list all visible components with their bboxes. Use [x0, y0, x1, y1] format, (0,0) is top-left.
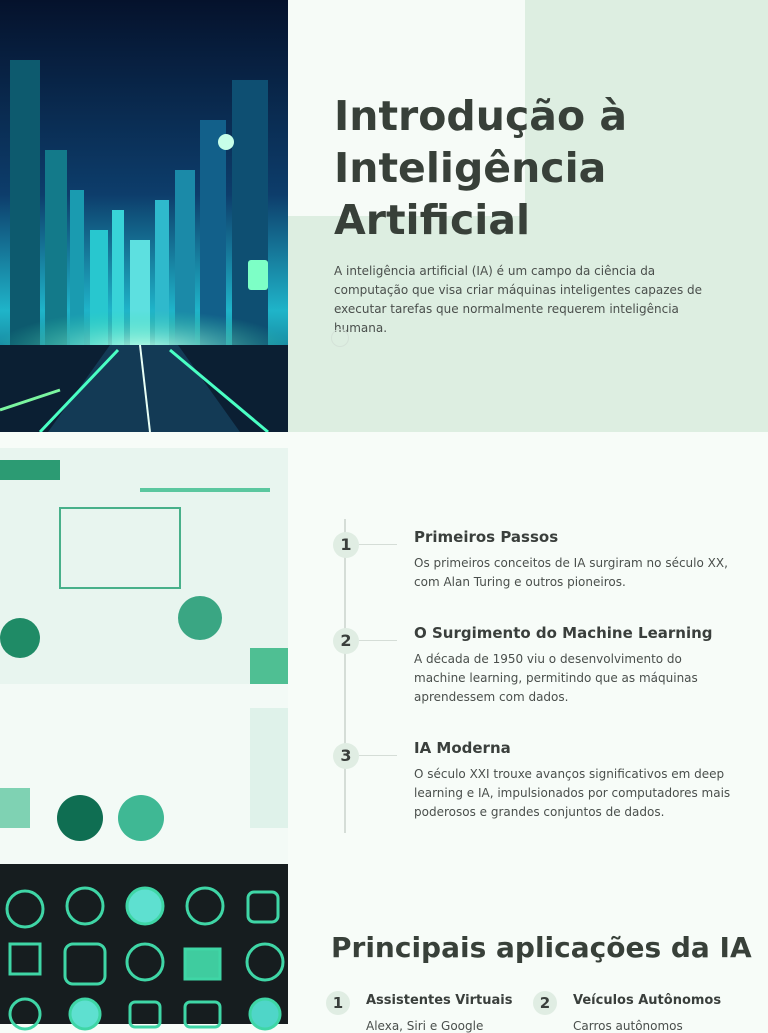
applications-title: Principais aplicações da IA	[331, 931, 752, 964]
timeline-item-title: O Surgimento do Machine Learning	[414, 624, 713, 642]
timeline-item-description: A década de 1950 viu o desenvolvimento do machine learning, permitindo que as máquinas aprendessem com dados.	[414, 652, 698, 704]
history-section	[0, 432, 768, 864]
ai-icons-image	[0, 864, 288, 1024]
futuristic-city-image	[0, 0, 288, 432]
applications-section	[0, 864, 768, 1033]
app-number-badge: 2	[533, 991, 557, 1015]
timeline-item-description: Os primeiros conceitos de IA surgiram no século XX, com Alan Turing e outros pioneiros.	[414, 556, 728, 589]
app-item-description: Alexa, Siri e Google	[366, 1019, 484, 1033]
timeline-item-description: O século XXI trouxe avanços significativos em deep learning e IA, impulsionados por computadores mais poderosos e grandes conjuntos de dados.	[414, 767, 731, 819]
ai-infographic-image	[0, 448, 288, 864]
intro-text: A inteligência artificial (IA) é um campo da ciência da computação que visa criar máquinas inteligentes capazes de executar tarefas que normalmente requerem inteligência humana.	[334, 264, 703, 335]
timeline-line	[344, 519, 346, 833]
step-number-badge: 3	[333, 743, 359, 769]
hero-section	[0, 0, 768, 432]
step-number-badge: 2	[333, 628, 359, 654]
app-number-badge: 1	[326, 991, 350, 1015]
timeline-item-title: Primeiros Passos	[414, 528, 559, 546]
app-item-title: Veículos Autônomos	[573, 993, 722, 1008]
timeline-connector	[359, 544, 397, 545]
app-item-description: Carros autônomos	[573, 1019, 683, 1033]
page-title: Introdução à Inteligência Artificial	[334, 92, 628, 244]
app-item-title: Assistentes Virtuais	[366, 993, 513, 1008]
decorative-circle	[331, 329, 349, 347]
timeline-connector	[359, 755, 397, 756]
step-number-badge: 1	[333, 532, 359, 558]
timeline-item-title: IA Moderna	[414, 739, 511, 757]
timeline-connector	[359, 640, 397, 641]
